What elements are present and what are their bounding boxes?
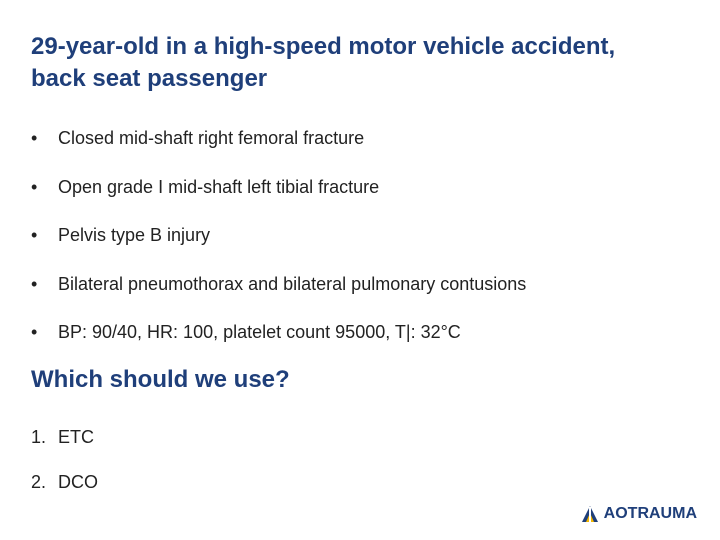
bullet-list bbox=[31, 124, 526, 367]
option-label: ETC bbox=[58, 427, 94, 447]
bullet-marker: • bbox=[31, 128, 38, 148]
option-number: 1. bbox=[31, 427, 47, 447]
bullet-item bbox=[31, 173, 526, 222]
bullet-marker: • bbox=[31, 176, 38, 197]
aotrauma-logo bbox=[580, 504, 697, 524]
bullet-item bbox=[31, 124, 526, 173]
option-number: 2. bbox=[31, 472, 47, 492]
answer-options bbox=[31, 425, 98, 515]
option-item bbox=[31, 425, 98, 470]
bullet-marker: • bbox=[31, 273, 38, 294]
option-item bbox=[31, 470, 98, 515]
bullet-text: Closed mid-shaft right femoral fracture bbox=[58, 128, 365, 148]
bullet-text: BP: 90/40, HR: 100, platelet count 95000, T|: 32°C bbox=[58, 322, 461, 342]
option-label: DCO bbox=[58, 472, 98, 492]
bullet-marker: • bbox=[31, 225, 38, 245]
bullet-item bbox=[31, 221, 526, 270]
bullet-text: Open grade I mid-shaft left tibial fracture bbox=[58, 176, 380, 197]
bullet-item bbox=[31, 270, 526, 319]
bullet-marker: • bbox=[31, 322, 38, 342]
bullet-text: Pelvis type B injury bbox=[58, 225, 211, 245]
question-heading: Which should we use? bbox=[31, 366, 290, 393]
bullet-item bbox=[31, 318, 526, 367]
logo-text: AOTRAUMA bbox=[603, 505, 697, 522]
slide-title: 29-year-old in a high-speed motor vehicle accident, back seat passenger bbox=[31, 33, 616, 92]
ao-trauma-logo-icon bbox=[580, 504, 600, 524]
bullet-text: Bilateral pneumothorax and bilateral pulmonary contusions bbox=[58, 273, 527, 294]
